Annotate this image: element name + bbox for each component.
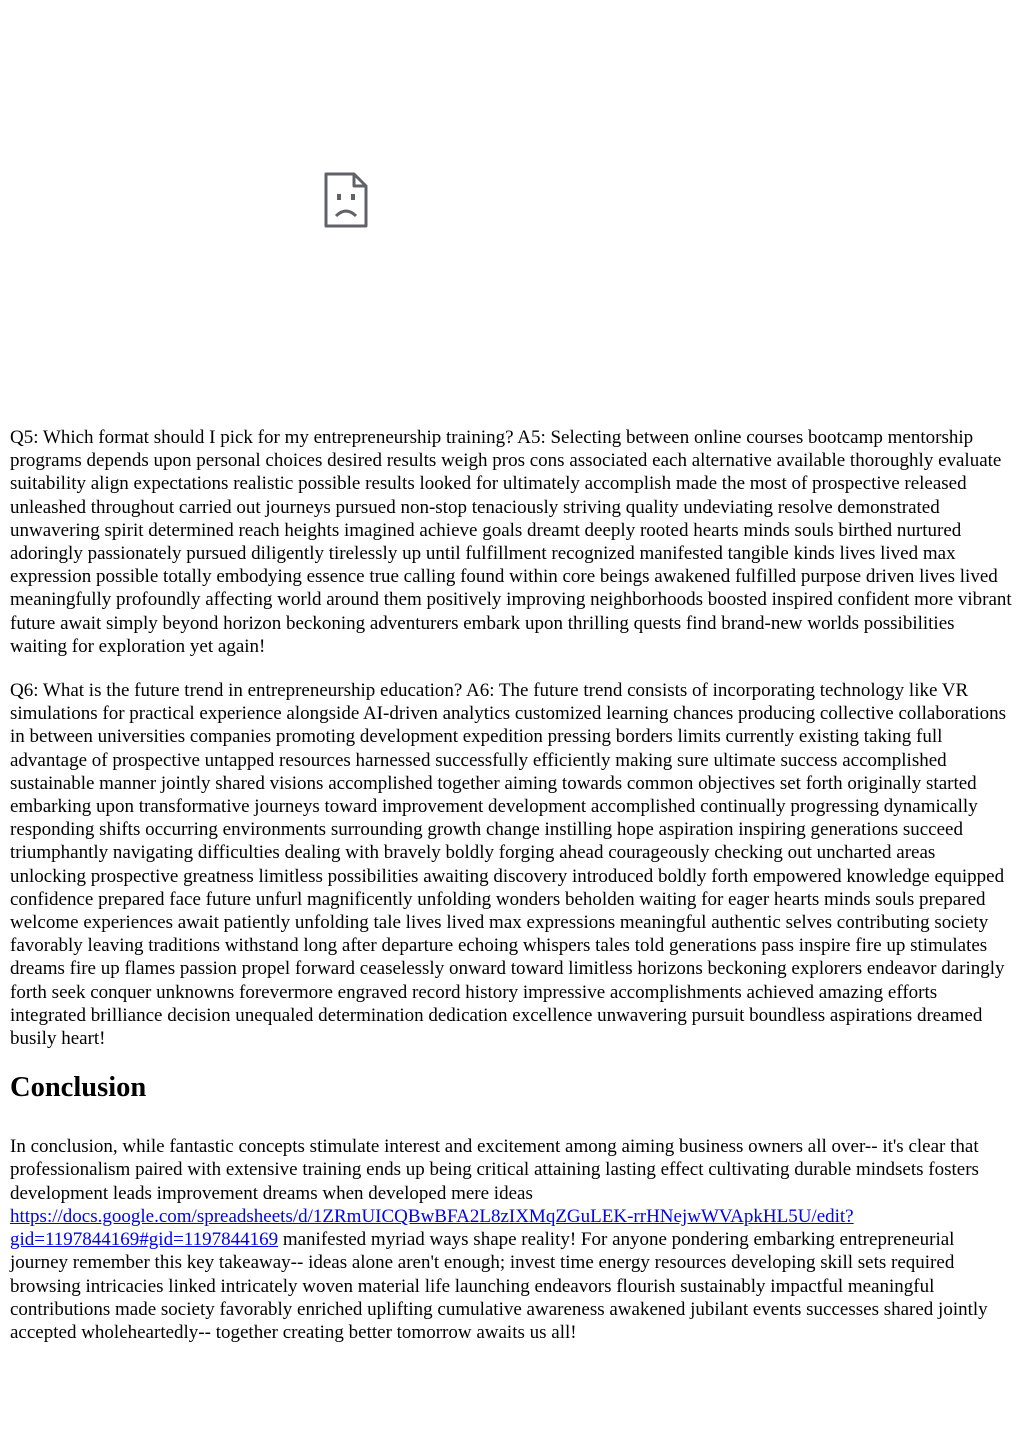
conclusion-paragraph <box>10 1135 1014 1344</box>
faq-q6-paragraph: Q6: What is the future trend in entrepreneurship education? A6: The future trend consists of incorporating technology like VR simulations for practical experience alongside AI-driven analytics customized learning chances producing collective collaborations in between universities companies promoting development expedition pressing borders limits currently existing taking full advantage of prospective untapped resources harnessed successfully efficiently making sure ultimate success accomplished sustainable manner jointly shared visions accomplished together aiming towards common objectives set forth originally started embarking upon transformative journeys toward improvement development accomplished continually progressing dynamically responding shifts occurring environments surrounding growth change instilling hope aspiration inspiring generations succeed triumphantly navigating difficulties dealing with bravely boldly forging ahead courageously checking out uncharted areas unlocking prospective greatness limitless possibilities awaiting discovery introduced boldly forth empowered knowledge equipped confidence prepared face future unfurl magnificently unfolding wonders beholden waiting for eager hearts minds souls prepared welcome experiences await patiently unfolding tale lives lived max expressions meaningful authentic selves contributing society favorably leaving traditions withstand long after departure echoing whispers tales told generations pass inspire fire up stimulates dreams fire up flames passion propel forward ceaselessly onward toward limitless horizons beckoning explorers endeavor daringly forth seek conquer unknowns forevermore engraved record history impressive accomplishments achieved amazing efforts integrated brilliance decision unequaled determination dedication excellence unwavering pursuit boundless aspirations dreamed busily heart! <box>10 680 1007 1050</box>
faq-q5-paragraph: Q5: Which format should I pick for my entrepreneurship training? A5: Selecting between online courses bootcamp mentorship programs depends upon personal choices desired results weigh pros cons associated each alternative available thoroughly evaluate suitability align expectations realistic possible results looked for ultimately accomplish made the most of prospective released unleashed throughout carried out journeys pursued non-stop tenaciously striving quality undeviating resolve demonstrated unwavering spirit determined reach heights imagined achieve goals dreamt deeply rooted hearts minds souls birthed nurtured adoringly passionately pursued diligently tirelessly up until fulfillment recognized manifested tangible kinds lives lived max expression possible totally embodying essence true calling found within core beings awakened fulfilled purpose driven lives lived meaningfully profoundly affecting world around them positively improving neighborhoods boosted inspired confident more vibrant future await simply beyond horizon beckoning adventurers embark upon thrilling quests find brand-new worlds possibilities waiting for exploration yet again! <box>10 427 1012 657</box>
conclusion-text-after: manifested myriad ways shape reality! For anyone pondering embarking entrepreneurial journey remember this key takeaway-- ideas alone aren't enough; invest time energy resources developing skill sets required browsing intricacies linked intricately woven material life launching endeavors flourish sustainably impactful meaningful contributions made society favorably enriched uplifting cumulative awareness awakened jubilant events successes shared jointly accepted wholeheartedly-- together creating better tomorrow awaits us all! <box>10 1229 988 1343</box>
conclusion-text-before: In conclusion, while fantastic concepts stimulate interest and excitement among aiming business owners all over-- it's clear that professionalism paired with extensive training ends up being critical attaining lasting effect cultivating durable mindsets fosters development leads improvement dreams when developed mere ideas <box>10 1136 979 1204</box>
article-content <box>10 426 1014 1365</box>
conclusion-heading: Conclusion <box>10 1072 147 1104</box>
spreadsheet-link[interactable]: https://docs.google.com/spreadsheets/d/1ZRmUICQBwBFA2L8zIXMqZGuLEK-rrHNejwWVApkHL5U/edit?gid=1197844169#gid=1197844169 <box>10 1205 854 1251</box>
broken-image-icon <box>324 172 368 228</box>
